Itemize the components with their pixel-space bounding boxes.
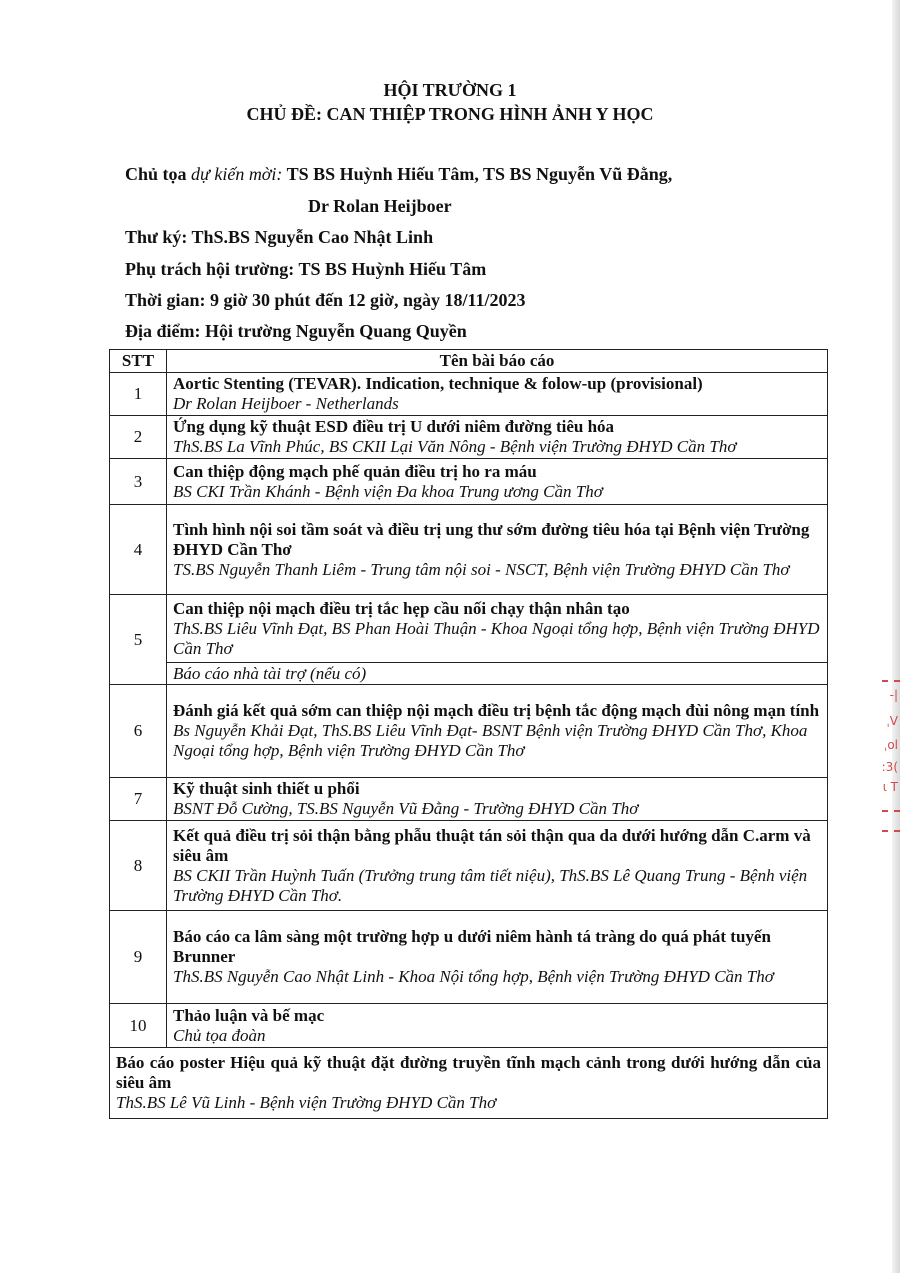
- row-number: 4: [110, 505, 167, 595]
- sponsor-note: Báo cáo nhà tài trợ (nếu có): [167, 663, 828, 685]
- row-content: [167, 778, 828, 821]
- poster-authors: ThS.BS Lê Vũ Linh - Bệnh viện Trường ĐHYD Cần Thơ: [116, 1093, 497, 1112]
- chair-label-italic: dự kiến mời:: [191, 164, 283, 184]
- table-row: [110, 505, 828, 595]
- chair-line: [125, 164, 672, 185]
- report-title: Tình hình nội soi tầm soát và điều trị ung thư sớm đường tiêu hóa tại Bệnh viện Trường ĐHYD Cần Thơ: [173, 519, 810, 559]
- hall-manager-line: Phụ trách hội trường: TS BS Huỳnh Hiếu Tâm: [125, 259, 487, 279]
- report-authors: BS CKII Trần Huỳnh Tuấn (Trưởng trung tâm tiết niệu), ThS.BS Lê Quang Trung - Bệnh viện Trường ĐHYD Cần Thơ.: [173, 865, 808, 905]
- stamp-edge-mark: ˌol: [884, 738, 898, 752]
- stamp-edge-mark: ˌV: [886, 714, 898, 728]
- sponsor-row: [110, 663, 828, 685]
- table-row: [110, 778, 828, 821]
- red-stamp-fragment: [878, 680, 900, 840]
- report-title: Thảo luận và bế mạc: [173, 1005, 325, 1025]
- report-authors: ThS.BS Nguyễn Cao Nhật Linh - Khoa Nội tổng hợp, Bệnh viện Trường ĐHYD Cần Thơ: [173, 967, 774, 986]
- table-row: [110, 911, 828, 1004]
- row-content: [167, 505, 828, 595]
- report-authors: BSNT Đỗ Cường, TS.BS Nguyễn Vũ Đằng - Trường ĐHYD Cần Thơ: [173, 799, 639, 818]
- chair-label: Chủ tọa: [125, 164, 192, 184]
- report-title: Aortic Stenting (TEVAR). Indication, technique & folow-up (provisional): [173, 374, 703, 393]
- poster-content: [110, 1048, 828, 1119]
- stamp-edge-mark: [882, 830, 900, 832]
- row-content: [167, 459, 828, 505]
- table-row: [110, 416, 828, 459]
- table-row: [110, 459, 828, 505]
- report-title: Can thiệp nội mạch điều trị tắc hẹp cầu nối chạy thận nhân tạo: [173, 598, 630, 618]
- poster-row: [110, 1048, 828, 1119]
- report-authors: ThS.BS Liêu Vĩnh Đạt, BS Phan Hoài Thuận - Khoa Ngoại tổng hợp, Bệnh viện Trường ĐHYD Cần Thơ: [173, 618, 820, 658]
- hall-title: HỘI TRƯỜNG 1: [383, 80, 517, 100]
- row-content: [167, 373, 828, 416]
- row-content: [167, 416, 828, 459]
- stamp-edge-mark: ι T: [882, 780, 898, 794]
- report-authors: ThS.BS La Vĩnh Phúc, BS CKII Lại Văn Nông - Bệnh viện Trường ĐHYD Cần Thơ: [173, 437, 737, 456]
- topic-title: CHỦ ĐỀ: CAN THIỆP TRONG HÌNH ẢNH Y HỌC: [246, 104, 654, 124]
- report-title: Kết quả điều trị sỏi thận bằng phẫu thuật tán sỏi thận qua da dưới hướng dẫn C.arm và siêu âm: [173, 825, 811, 865]
- column-header-title: Tên bài báo cáo: [167, 350, 828, 373]
- report-title: Đánh giá kết quả sớm can thiệp nội mạch điều trị bệnh tắc động mạch đùi nông mạn tính: [173, 701, 820, 720]
- report-authors: TS.BS Nguyễn Thanh Liêm - Trung tâm nội soi - NSCT, Bệnh viện Trường ĐHYD Cần Thơ: [173, 559, 790, 579]
- chair-names: TS BS Huỳnh Hiếu Tâm, TS BS Nguyễn Vũ Đằng,: [282, 164, 673, 184]
- table-row: [110, 595, 828, 663]
- chair-line-2: Dr Rolan Heijboer: [308, 196, 452, 216]
- table-header-row: [110, 350, 828, 373]
- time-line: Thời gian: 9 giờ 30 phút đến 12 giờ, ngày 18/11/2023: [125, 290, 526, 310]
- report-authors: Chủ tọa đoàn: [173, 1025, 266, 1045]
- row-number: 1: [110, 373, 167, 416]
- row-number: 8: [110, 821, 167, 911]
- row-content: [167, 821, 828, 911]
- report-title: Kỹ thuật sinh thiết u phổi: [173, 779, 360, 798]
- row-content: [167, 685, 828, 778]
- row-number: 6: [110, 685, 167, 778]
- table-row: [110, 1004, 828, 1048]
- row-number: 7: [110, 778, 167, 821]
- report-title: Ứng dụng kỹ thuật ESD điều trị U dưới niêm đường tiêu hóa: [173, 417, 615, 436]
- row-number: 9: [110, 911, 167, 1004]
- table-row: [110, 373, 828, 416]
- row-content: [167, 595, 828, 663]
- table-row: [110, 821, 828, 911]
- agenda-table: [109, 349, 828, 1119]
- row-number: 5: [110, 595, 167, 685]
- stamp-edge-mark: :3(: [881, 760, 898, 774]
- row-content: [167, 911, 828, 1004]
- poster-title: Báo cáo poster Hiệu quả kỹ thuật đặt đường truyền tĩnh mạch cảnh trong dưới hướng dẫn của siêu âm: [116, 1053, 821, 1092]
- report-title: Báo cáo ca lâm sàng một trường hợp u dưới niêm hành tá tràng do quá phát tuyến Brunner: [173, 927, 771, 966]
- row-number: 3: [110, 459, 167, 505]
- report-authors: BS CKI Trần Khánh - Bệnh viện Đa khoa Trung ương Cần Thơ: [173, 481, 603, 501]
- report-authors: Bs Nguyễn Khải Đạt, ThS.BS Liêu Vĩnh Đạt- BSNT Bệnh viện Trường ĐHYD Cần Thơ, Khoa Ngoại tổng hợp, Bệnh viện Trường ĐHYD Cần Thơ: [173, 721, 808, 760]
- row-content: [167, 1004, 828, 1048]
- report-authors: Dr Rolan Heijboer - Netherlands: [173, 394, 399, 413]
- row-number: 2: [110, 416, 167, 459]
- row-number: 10: [110, 1004, 167, 1048]
- table-row: [110, 685, 828, 778]
- stamp-edge-mark: -|: [889, 688, 898, 702]
- report-title: Can thiệp động mạch phế quản điều trị ho ra máu: [173, 461, 537, 481]
- stamp-edge-mark: [882, 680, 900, 682]
- secretary-line: Thư ký: ThS.BS Nguyễn Cao Nhật Linh: [125, 227, 434, 247]
- location-line: Địa điểm: Hội trường Nguyễn Quang Quyền: [125, 321, 467, 341]
- column-header-stt: STT: [110, 350, 167, 373]
- stamp-edge-mark: [882, 810, 900, 812]
